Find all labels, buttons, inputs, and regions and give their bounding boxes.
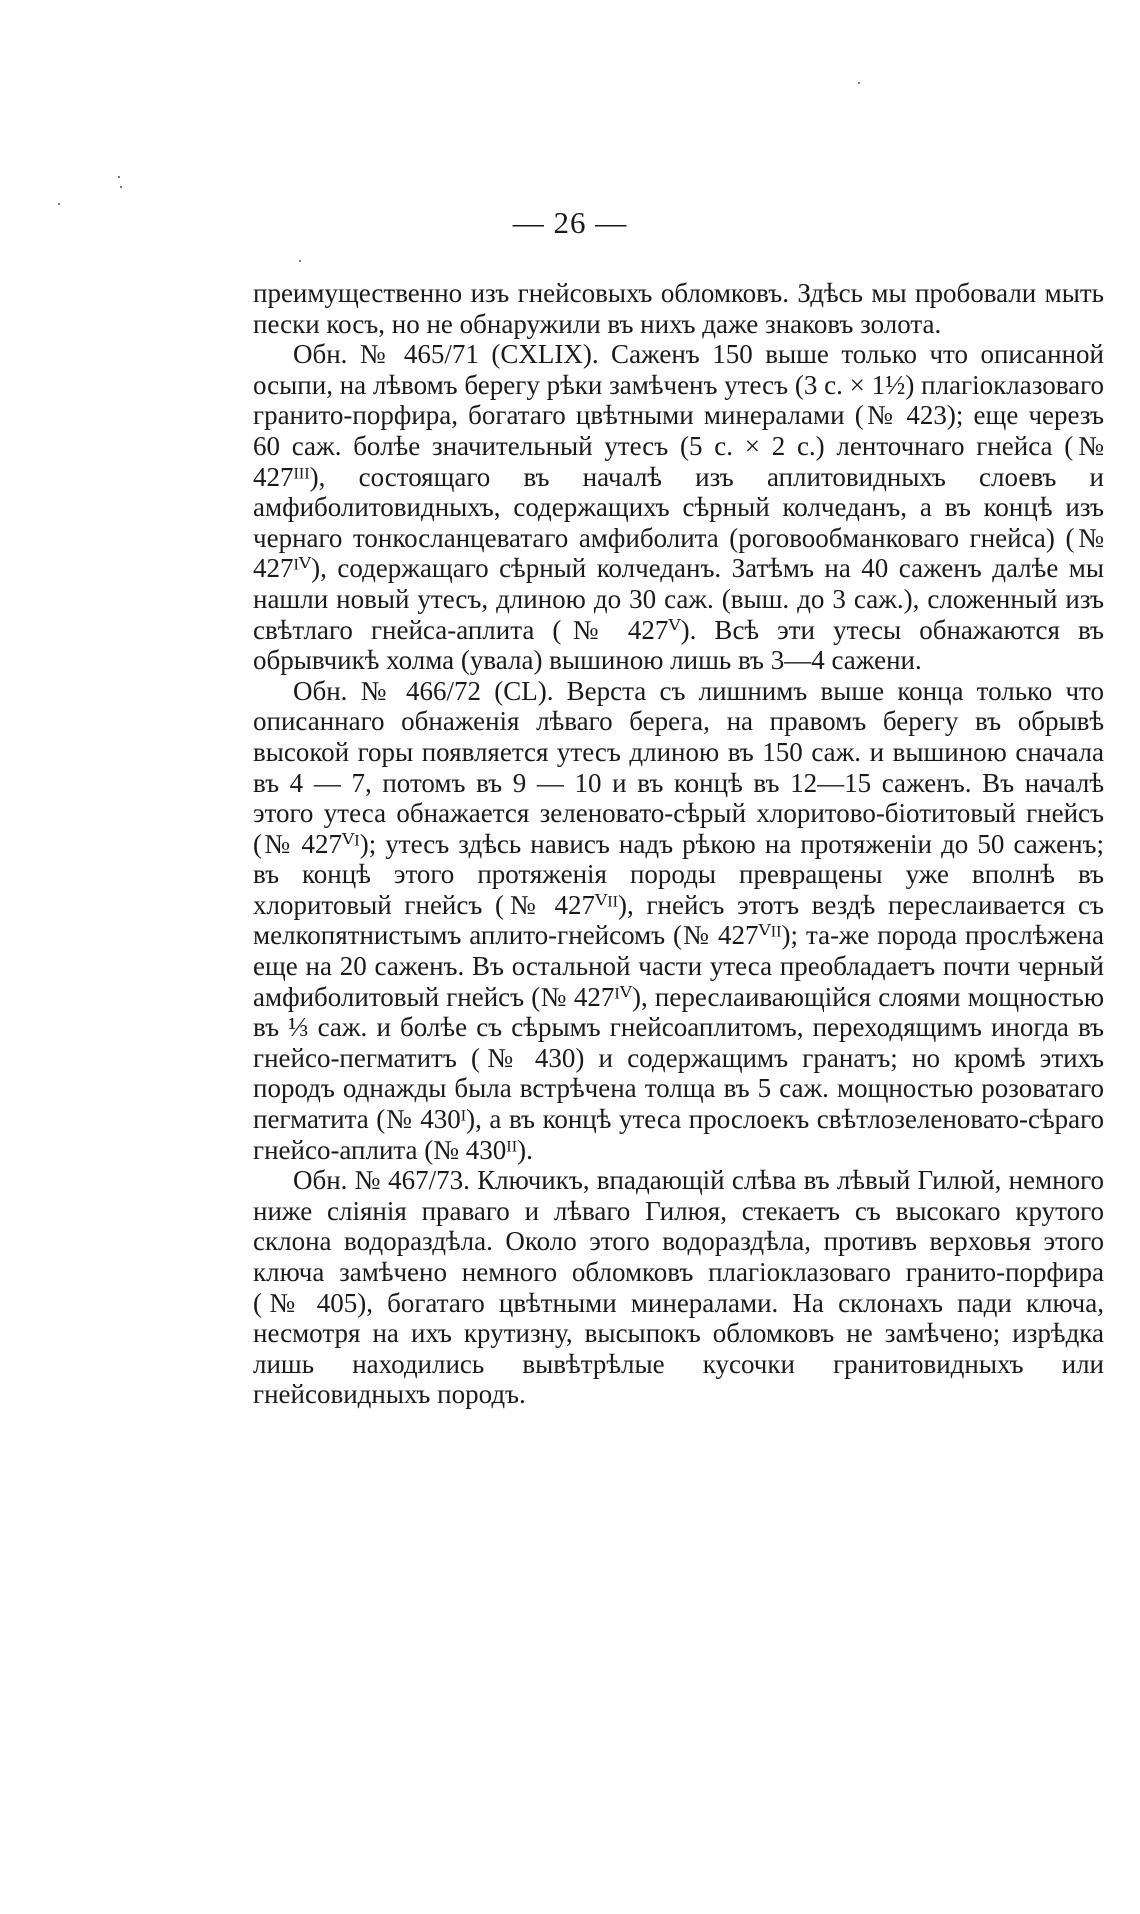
body-text — [253, 278, 1104, 1410]
page-speck — [118, 176, 120, 178]
paragraph: Обн. № 466/72 (CL). Верста съ лишнимъ выше конца только что описаннаго обнаженія лѣваго берега, на правомъ берегу въ обрывѣ высокой горы появляется утесъ длиною въ 150 саж. и вышиною сначала въ 4 — 7, потомъ въ 9 — 10 и въ концѣ въ 12—15 саженъ. Въ началѣ этого утеса обнажается зеленовато-сѣрый хлоритово-біотитовый гнейсъ (№ 427ⱽᴵ); утесъ здѣсь нависъ надъ рѣкою на протяженіи до 50 саженъ; въ концѣ этого протяженія породы превращены уже вполнѣ въ хлоритовый гнейсъ (№ 427ⱽᴵᴵ), гнейсъ этотъ вездѣ переслаивается съ мелкопятнистымъ аплито-гнейсомъ (№ 427ⱽᴵᴵ); та-же порода прослѣжена еще на 20 саженъ. Въ остальной части утеса преобладаетъ почти черный амфиболитовый гнейсъ (№ 427ᴵⱽ), переслаивающійся слоями мощностью въ ⅓ саж. и болѣе съ сѣрымъ гнейсоаплитомъ, переходящимъ иногда въ гнейсо-пегматитъ (№ 430) и содержащимъ гранатъ; но кромѣ этихъ породъ однажды была встрѣчена толща въ 5 саж. мощностью розоватаго пегматита (№ 430ᴵ), а въ концѣ утеса прослоекъ свѣтлозеленовато-сѣраго гнейсо-аплита (№ 430ᴵᴵ). — [253, 675, 1104, 1165]
page-number: — 26 — — [512, 205, 628, 240]
page-speck — [858, 82, 860, 84]
page-speck — [120, 186, 122, 188]
page-speck — [299, 260, 301, 262]
paragraph: преимущественно изъ гнейсовыхъ обломковъ. Здѣсь мы пробовали мыть пески косъ, но не обнаружили въ нихъ даже знаковъ золота. — [253, 278, 1104, 339]
paragraph: Обн. № 467/73. Ключикъ, впадающій слѣва въ лѣвый Гилюй, немного ниже сліянія праваго и лѣваго Гилюя, стекаетъ съ высокаго крутого склона водораздѣла. Около этого водораздѣла, противъ верховья этого ключа замѣчено немного обломковъ плагіоклазоваго гранито-порфира (№ 405), богатаго цвѣтными минералами. На склонахъ пади ключа, несмотря на ихъ крутизну, высыпокъ обломковъ не замѣчено; изрѣдка лишь находились вывѣтрѣлые кусочки гранитовидныхъ или гнейсовидныхъ породъ. — [253, 1165, 1104, 1410]
paragraph: Обн. № 465/71 (CXLIX). Саженъ 150 выше только что описанной осыпи, на лѣвомъ берегу рѣки замѣченъ утесъ (3 с. × 1½) плагіоклазоваго гранито-порфира, богатаго цвѣтными минералами (№ 423); еще черезъ 60 саж. болѣе значительный утесъ (5 с. × 2 с.) ленточнаго гнейса (№ 427ᴵᴵᴵ), состоящаго въ началѣ изъ аплитовидныхъ слоевъ и амфиболитовидныхъ, содержащихъ сѣрный колчеданъ, а въ концѣ изъ чернаго тонкосланцеватаго амфиболита (роговообманковаго гнейса) (№ 427ᴵⱽ), содержащаго сѣрный колчеданъ. Затѣмъ на 40 саженъ далѣе мы нашли новый утесъ, длиною до 30 саж. (выш. до 3 саж.), сложенный изъ свѣтлаго гнейса-аплита (№ 427ⱽ). Всѣ эти утесы обнажаются въ обрывчикѣ холма (увала) вышиною лишь въ 3—4 сажени. — [253, 339, 1104, 676]
